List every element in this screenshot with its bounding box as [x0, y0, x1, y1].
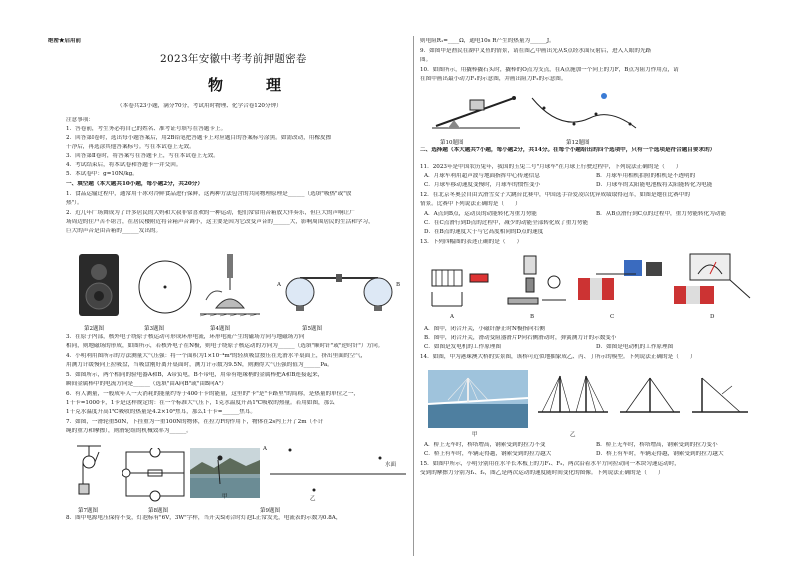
note-item: 4．考试结束后，将本试卷和答题卡一并交回。 — [66, 162, 182, 168]
q4-line: 4．小明利用图所示的方法测量大气压强：将一个面积为1×10⁻⁴m²的轻质吸盘按压在光滑水平桌面上，挤出里面的空气， — [66, 353, 367, 359]
q12-line: 12．在北京冬奥会自由式滑雪女子大跳台比赛中，中国选手谷爱凌以优异成绩取得冠军，如图是她在比赛中的 — [420, 192, 691, 198]
section1-heading: 一、填空题（本大题共10小题，每小题2分，共20分） — [66, 181, 203, 187]
q3-line: 3．在原子内部，核外电子绕原子核运动可形成环形电流，环形电流产生的磁场方向与地磁场方向 — [66, 334, 305, 340]
q8-continuation: 则电阻R₁=____Ω，通电10s R产生的热量为______J。 — [420, 38, 555, 44]
q13-line: 13．下列四幅图的表述正确的是（ ） — [420, 239, 523, 245]
caption-fig8: 第8题图 — [148, 508, 168, 514]
figure-ring-current — [136, 258, 194, 316]
caption-fig4: 第4题图 — [210, 326, 230, 332]
q2-line: 场周边的住户苦不堪言，在居民楼附近将音箱声音调小，这主要是因为它改变声音的______大，影响周围居民的生活和学习， — [66, 219, 374, 225]
label-jia: 甲 — [222, 494, 228, 500]
figure-pulley — [75, 444, 103, 500]
q14-option-A: A．桥上无车时，桥塔增高，钢索受到的拉力不变 — [424, 442, 546, 448]
q11-option-C: C．月球车移动速度变慢时，月球车的惯性变小 — [424, 182, 541, 188]
q1-line: 热"）。 — [66, 200, 83, 206]
q13-label-B: B — [530, 314, 535, 320]
figure-q13-A — [426, 252, 500, 310]
label-yi: 乙 — [310, 496, 316, 502]
q8-line: 8．图中电源电压保持不变，灯泡标有"6V，3W"字样，当开关S闭合时灯泡L正常发光，电流表的示数为0.8A， — [66, 515, 342, 521]
q2-line: 2．近几年广场舞成为了许多居民的大妈和大叔非常喜欢的一种运动，他们常常用音箱放大伴奏乐，但巨大的声响让广 — [66, 210, 355, 216]
q11-option-D: D．月球车的太阳能电池板将太阳能转化为电能 — [596, 182, 713, 188]
q13-label-A: A — [450, 314, 454, 320]
q11-option-A: A．月球车利用超声波与地面指挥中心传递信息 — [424, 173, 540, 179]
note-item: 1．答卷前，考生务必将自己的姓名、准考证号填写在答题卡上。 — [66, 126, 227, 132]
note-item: 3．回答第Ⅱ卷时，将答案写在答题卡上，写在本试卷上无效。 — [66, 153, 219, 159]
q2-line: 巨大的声音是由音箱的______发出的。 — [66, 228, 162, 234]
q12-option-A: A．A点到B点，运动员的动能转化为重力势能 — [424, 211, 537, 217]
caption-fig12: 第12题图 — [566, 140, 590, 146]
q1-line: 1．食品运输过程中，通常用干冰对冷鲜食品进行保鲜，这两种方法包含的共同物理原理是______（选填"吸热"或"放 — [66, 191, 352, 197]
label-B: B — [396, 282, 401, 288]
q15-line: 受到的摩擦力分别为f₁、f₂，图乙是两次运动的速度随时间变化的图像。下列说法正确的是（ ） — [420, 470, 664, 476]
q5-line: 瞬间金属棒中的电流方向是______（选填"由A向B"或"由B向A"） — [66, 381, 227, 387]
q14-option-D: D．桥上有车时，车辆走得越，钢索受到的拉力越大 — [596, 451, 724, 457]
figure-suction-cup — [198, 252, 262, 318]
caption-fig5: 第5题图 — [302, 326, 322, 332]
caption-fig2: 第2题图 — [84, 326, 104, 332]
figure-circuit — [122, 448, 188, 504]
figure-q13-D — [670, 252, 770, 310]
q9-line: 9．如图甲是渔民在湖中叉鱼的情景，请在图乙中画出光从S点经水面反射后，进入人眼的光路 — [420, 48, 652, 54]
note-item: 5．本试卷中：g=10N/kg。 — [66, 171, 138, 177]
q4-line: 用测力计缓慢向上拉吸盘，当吸盘刚好离开桌面时，测力计示数为9.5N，则测得大气压强的值为______Pa。 — [66, 362, 333, 368]
figure-bridge-model-1 — [538, 372, 608, 422]
note-item: 干净后，再选涂其他答案标号。写在本试卷上无效。 — [66, 144, 195, 150]
exam-note: （本卷共23小题，满分70分，考试用时物理、化学合卷120分钟） — [117, 103, 282, 109]
figure-fishing-photo — [190, 448, 260, 498]
q6-line: 1千克水温度升高1℃吸收的热量是4.2×10³焦耳，那么1千卡=______焦耳。 — [66, 409, 257, 415]
q13-option-B: B．图中，闭合开关，滑动变阻器滑片P向右侧滑动时，弹簧测力计的示数变小 — [424, 335, 617, 341]
q12-line: 情景。比赛中下列说法正确的是（ ） — [420, 201, 521, 207]
q13-label-C: C — [610, 314, 615, 320]
q6-line: 6．有人测量，一般成年人一天消耗的能量约等于400千卡的能量，这里的"卡"是"卡路里"的简称，是热量的单位之一， — [66, 391, 360, 397]
q14-option-B: B．桥上无车时，桥塔增高，钢索受到的拉力变小 — [596, 442, 718, 448]
q13-option-A: A．图中，闭合开关，小磁针静止时N极指向右侧 — [424, 326, 545, 332]
label-A-ray: A — [263, 446, 267, 452]
q3-line: 相同，则地磁场的形成，如图所示，若核外电子在N极，则电子绕原子核运动的方向为______（选填"顺时针"或"逆时针"）方向。 — [66, 343, 384, 349]
q11-option-B: B．月球车用相机拍照的相机是不透明的 — [596, 173, 696, 179]
q10-line: 10．如图所示，用撬棒撬石头时，撬棒的O点为支点，在A点施加一个向上的力F，B点为阻力作用点，请 — [420, 67, 679, 73]
column-divider — [413, 36, 414, 556]
caption-fig10: 第10题图 — [440, 140, 464, 146]
figure-bridge-model-2 — [620, 374, 680, 422]
figure-electroscopes — [270, 264, 406, 312]
notes-heading: 注意事项： — [66, 117, 94, 123]
caption-fig7: 第7题图 — [78, 508, 98, 514]
figure-light-ray — [270, 444, 406, 500]
q9-line: 图。 — [420, 57, 432, 63]
exam-title: 2023年安徽中考考前押题密卷 — [160, 53, 307, 65]
q14-line: 14．如图，甲为港珠澳大桥的实景图，该桥可近似地抽象成乙、丙、丁所示的模型。下列说法正确的是（ ） — [420, 354, 696, 360]
q14-label-jia: 甲 — [472, 432, 478, 438]
q12-option-D: D．在B点的速度大于与它高度相同的D点的速度 — [424, 229, 544, 235]
label-water-surface: 水面 — [385, 462, 397, 468]
figure-ski-jump — [530, 88, 640, 134]
note-item: 2．回答第Ⅰ卷时，选出每小题答案后，用2B铅笔把答题卡上对应题目的答案标号涂黑。如需改动，用橡皮擦 — [66, 135, 332, 141]
figure-speaker — [75, 252, 125, 318]
q13-option-D: D．如图是电动机的工作原理图 — [596, 344, 674, 350]
section2-heading: 二、选择题（本大题共7小题，每小题2分，共14分。在每个小题给出的四个选项中，只有一个选项是符合题目要求的） — [420, 147, 716, 153]
q5-line: 5．如图所示，两个相同的验电器A和B，A带负电，B不带电，用带有绝缘柄的金属棒把A和B连接起来， — [66, 372, 324, 378]
q14-label-yi: 乙 — [570, 432, 576, 438]
q6-line: 1千卡=1000卡，1卡是这样规定的：在一个标准大气压下，1克水温度升高1℃吸收的热量。若用如图，那么 — [66, 400, 335, 406]
caption-fig9: 第9题图 — [260, 508, 280, 514]
figure-bridge-model-3 — [692, 374, 748, 422]
subject-title: 物 理 — [208, 76, 296, 94]
q13-label-D: D — [710, 314, 715, 320]
q15-line: 15．如图甲所示，小明分别用在水平长木板上的力F₁、F₂，两次沿着水平方向拉动同一木块匀速运动时， — [420, 461, 680, 467]
figure-lever — [430, 90, 522, 134]
q7-line: 7．如图，一滑轮重50N，下挂重为一重100N的物体，在拉力F的作用下，物体在2s内上升了2m（不计 — [66, 419, 324, 425]
q14-option-C: C．桥上有车时，车辆走得越，钢索受到的拉力越大 — [424, 451, 552, 457]
figure-bridge-photo — [428, 370, 528, 428]
figure-q13-C — [576, 254, 666, 310]
secret-label: 绝密★启用前 — [48, 38, 82, 44]
label-A: A — [277, 282, 281, 288]
q12-option-B: B．从B点滑行到C点的过程中，重力势能转化为动能 — [596, 211, 726, 217]
figure-q13-B — [504, 252, 570, 310]
q11-line: 11．2023年是中国农历兔年，我国的玉兔二号"月球车"在月球上行驶过程中，下列说法正确的是（ ） — [420, 164, 682, 170]
q13-option-C: C．如图是发电机的工作原理图 — [424, 344, 501, 350]
caption-fig3: 第3题图 — [144, 326, 164, 332]
q10-line: 在图中画出最小动力F₁的示意图，并画出阻力F₂的示意图。 — [420, 76, 567, 82]
q7-line: 绳的重力和摩擦），则滑轮组的机械效率为______。 — [66, 428, 192, 434]
q12-option-C: C．在C点滑行到D点的过程中，减少的动能全部转化成了重力势能 — [424, 220, 589, 226]
